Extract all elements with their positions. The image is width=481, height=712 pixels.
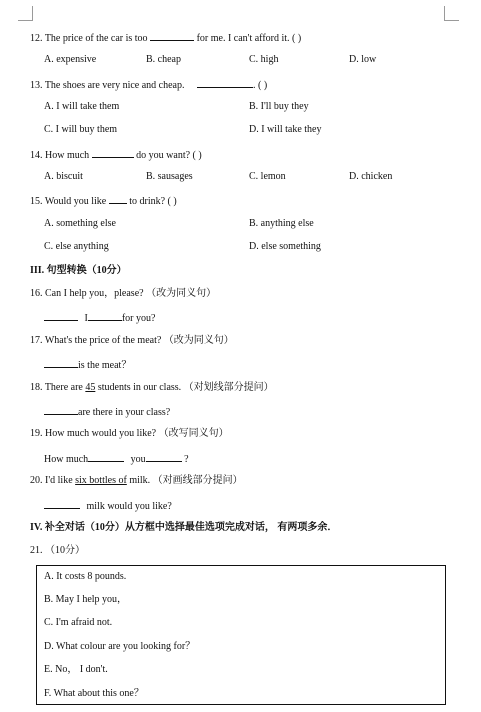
question-18 bbox=[30, 381, 274, 395]
question-text: . ( ) bbox=[252, 80, 268, 91]
box-option-e: E. No， I don't. bbox=[44, 664, 108, 675]
answer-word: milk would you like? bbox=[86, 501, 172, 512]
answer-line-20 bbox=[44, 498, 172, 514]
question-15 bbox=[30, 193, 177, 209]
question-19: 19. How much would you like? （改写同义句） bbox=[30, 428, 229, 439]
option-a: A. I will take them bbox=[44, 101, 120, 112]
box-option-b: B. May I help you， bbox=[44, 594, 128, 605]
question-21: 21. （10分） bbox=[30, 545, 85, 556]
question-16: 16. Can I help you，please? （改为同义句） bbox=[30, 288, 217, 299]
answer-line-18 bbox=[44, 404, 170, 420]
question-20 bbox=[30, 474, 243, 488]
answer-word: I bbox=[84, 313, 88, 324]
box-option-f: F. What about this one？ bbox=[44, 688, 144, 699]
answer-blank[interactable] bbox=[146, 451, 182, 462]
option-c: C. high bbox=[249, 54, 279, 65]
answer-blank[interactable] bbox=[44, 498, 80, 509]
question-text: 15. Would you like bbox=[30, 196, 107, 207]
option-d: D. I will take they bbox=[249, 124, 322, 135]
option-c: C. else anything bbox=[44, 241, 109, 252]
option-c: C. lemon bbox=[249, 171, 286, 182]
question-text: 12. The price of the car is too bbox=[30, 33, 148, 44]
option-a: A. something else bbox=[44, 218, 116, 229]
question-text: 14. How much bbox=[30, 150, 90, 161]
answer-blank[interactable] bbox=[44, 310, 78, 321]
answer-blank[interactable] bbox=[88, 310, 122, 321]
answer-blank[interactable] bbox=[88, 451, 124, 462]
answer-line-16 bbox=[44, 310, 155, 326]
answer-word: is the meat？ bbox=[78, 360, 132, 371]
box-option-d: D. What colour are you looking for？ bbox=[44, 641, 196, 652]
question-text: 13. The shoes are very nice and cheap. bbox=[30, 80, 185, 91]
answer-line-19 bbox=[44, 451, 189, 467]
answer-blank[interactable] bbox=[150, 30, 194, 41]
option-d: D. low bbox=[349, 54, 377, 65]
option-a: A. biscuit bbox=[44, 171, 83, 182]
question-12 bbox=[30, 30, 301, 46]
page-corner-mark-left bbox=[18, 6, 33, 21]
answer-blank[interactable] bbox=[92, 147, 134, 158]
box-option-a: A. It costs 8 pounds. bbox=[44, 571, 127, 582]
answer-blank[interactable] bbox=[109, 193, 127, 204]
answer-word: are there in your class? bbox=[78, 407, 171, 418]
question-text: to drink? ( ) bbox=[129, 196, 177, 207]
option-c: C. I will buy them bbox=[44, 124, 118, 135]
section-heading-4: IV. 补全对话（10分）从方框中选择最佳选项完成对话， 有两项多余． bbox=[30, 522, 338, 533]
option-d: D. else something bbox=[249, 241, 321, 252]
answer-word: ? bbox=[184, 454, 189, 465]
answer-blank[interactable] bbox=[44, 357, 78, 368]
answer-blank[interactable] bbox=[197, 77, 253, 88]
question-text: milk. （对画线部分提问） bbox=[126, 475, 243, 486]
box-option-c: C. I'm afraid not. bbox=[44, 617, 113, 628]
question-text: do you want? ( ) bbox=[136, 150, 202, 161]
question-13 bbox=[30, 77, 267, 93]
question-text: for me. I can't afford it. ( ) bbox=[196, 33, 302, 44]
option-b: B. I'll buy they bbox=[249, 101, 309, 112]
underlined-number: 45 bbox=[85, 382, 96, 393]
option-b: B. anything else bbox=[249, 218, 314, 229]
option-a: A. expensive bbox=[44, 54, 97, 65]
question-text: 20. I'd like bbox=[30, 475, 76, 486]
answer-line-17 bbox=[44, 357, 131, 373]
question-text: 18. There are bbox=[30, 382, 86, 393]
answer-blank[interactable] bbox=[44, 404, 78, 415]
underlined-phrase: six bottles of bbox=[75, 475, 127, 486]
answer-word: you bbox=[130, 454, 146, 465]
option-d: D. chicken bbox=[349, 171, 393, 182]
question-text: students in our class. （对划线部分提问） bbox=[95, 382, 274, 393]
question-17: 17. What's the price of the meat? （改为同义句） bbox=[30, 335, 234, 346]
answer-word: How much bbox=[44, 454, 89, 465]
answer-word: for you? bbox=[121, 313, 156, 324]
question-14 bbox=[30, 147, 202, 163]
option-b: B. sausages bbox=[146, 171, 193, 182]
section-heading-3: III. 句型转换（10分） bbox=[30, 265, 127, 276]
option-b: B. cheap bbox=[146, 54, 181, 65]
options-box bbox=[36, 565, 446, 705]
page-corner-mark-right bbox=[444, 6, 459, 21]
